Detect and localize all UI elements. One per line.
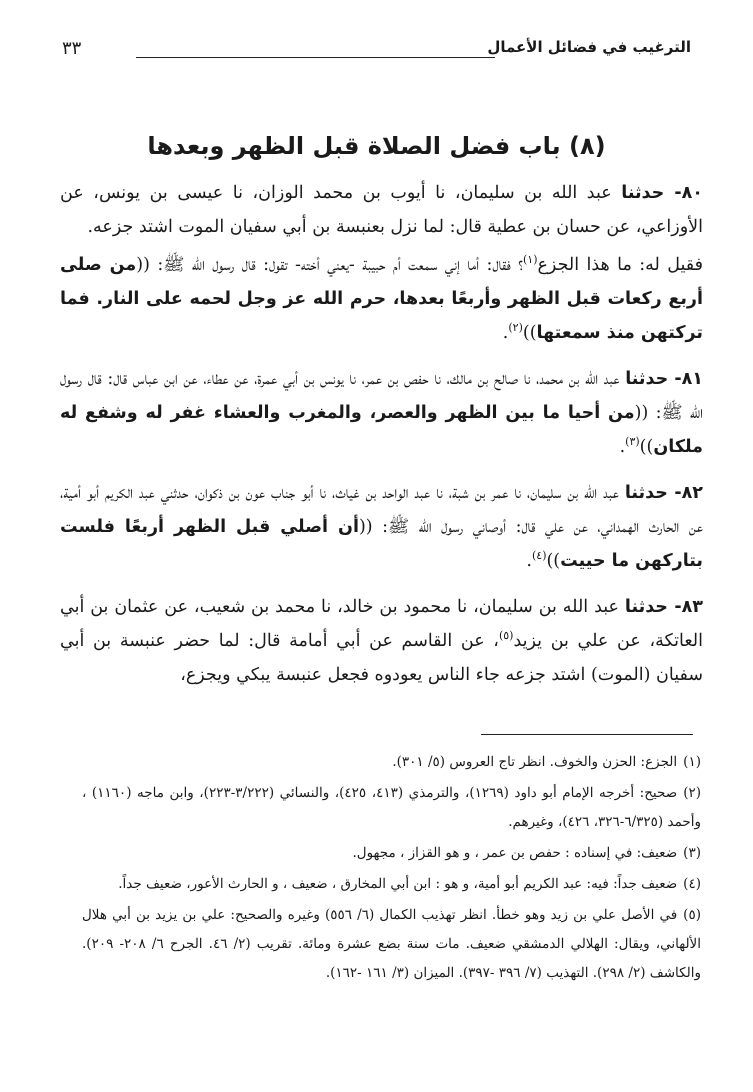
footnote-number: (٣): [683, 845, 701, 861]
paragraph-lead: ٨٣- حدثنا: [624, 597, 703, 617]
hadith-text: من صلى أربع ركعات قبل الظهر وأربعًا بعدها، حرم الله عز وجل لحمه على النار. فما تركتهن منذ سمعتها: [60, 255, 703, 343]
narration-paragraph: [60, 248, 703, 350]
hadith-text: أن أصلي قبل الظهر أربعًا فلست بتاركهن ما حييت: [60, 517, 703, 571]
footnote-text: في الأصل علي بن زيد وهو خطأ. انظر تهذيب الكمال (٦/ ٥٥٦) وغيره والصحيح: علي بن يزيد بن أبي هلال الألهاني، ويقال: الهلالي الدمشقي ضعيف. مات سنة بضع عشرة ومائة. تقريب (٢/ ٤٦. الجرح ٦/ ٢٠٨- ٢٠٩). والكاشف (٢/ ٢٩٨). التهذيب (٧/ ٣٩٦ -٣٩٧). الميزان (٣/ ١٦١ -١٦٢).: [82, 907, 702, 981]
header-rule: [136, 57, 495, 58]
footnote-ref[interactable]: (٢): [508, 321, 523, 335]
hadith-paragraph-81: [60, 362, 703, 464]
quote-close: )): [639, 437, 654, 457]
body-text: [60, 176, 703, 692]
footnote-1: [82, 748, 701, 777]
footnote-4: [82, 870, 701, 899]
footnote-separator: [481, 734, 693, 735]
chapter-title: (٨) باب فضل الصلاة قبل الظهر وبعدها: [147, 132, 606, 160]
paragraph-text: فقيل له: ما هذا الجزع: [537, 255, 704, 275]
quote-close: )): [546, 551, 561, 571]
footnote-number: (١): [683, 754, 701, 770]
paragraph-end: .: [619, 437, 626, 457]
page-number: ٣٣: [62, 38, 82, 59]
footnotes: [82, 748, 701, 990]
paragraph-text: عبد الله بن محمد، نا صالح بن مالك، نا حفص بن عمر، نا يونس بن أبي عمرة، عن عطاء، عن ابن عباس قال: قال رسول الله ﷺ: ((: [60, 369, 703, 423]
footnote-5: [82, 901, 701, 988]
hadith-paragraph-80: [60, 176, 703, 244]
paragraph-lead: ٨٢- حدثنا: [624, 483, 703, 503]
paragraph-lead: ٨٠- حدثنا: [621, 183, 703, 203]
footnote-text: الجزع: الحزن والخوف. انظر تاج العروس (٥/ ٣٠١).: [392, 754, 678, 770]
paragraph-lead: ٨١- حدثنا: [625, 369, 703, 389]
paragraph-end: .: [526, 551, 532, 571]
footnote-text: صحيح: أخرجه الإمام أبو داود (١٢٦٩)، والترمذي (٤١٣، ٤٢٥)، والنسائي (٣/٢٢٢-٢٢٣)، وابن ماجه (١١٦٠) ، وأحمد (٦/٣٢٥-٣٢٦، ٤٢٦)، وغيرهم.: [82, 785, 701, 830]
paragraph-text: ؟ فقال: أما إني سمعت أم حبيبة -يعني أخته- تقول: قال رسول الله ﷺ: ((: [136, 255, 523, 275]
paragraph-text: ، عن القاسم عن أبي أمامة قال: لما حضر عنبسة بن أبي سفيان (الموت) اشتد جزعه جاء الناس يعودوه فجعل عنبسة يبكي ويجزع،: [60, 631, 703, 685]
footnote-ref[interactable]: (٤): [531, 549, 547, 563]
footnote-ref[interactable]: (١): [522, 253, 538, 267]
footnote-number: (٤): [683, 876, 701, 892]
footnote-ref[interactable]: (٣): [625, 435, 640, 449]
paragraph-text: عبد الله بن سليمان، نا أيوب بن محمد الوزان، نا عيسى بن يونس، عن الأوزاعي، عن حسان بن عطية قال: لما نزل بعنبسة بن أبي سفيان الموت اشتد جزعه.: [60, 183, 703, 237]
footnote-number: (٢): [683, 785, 702, 801]
paragraph-text: عبد الله بن سليمان، نا محمود بن خالد، نا محمد بن شعيب، عن عثمان بن أبي العاتكة، عن علي بن يزيد: [60, 597, 703, 651]
footnote-number: (٥): [683, 907, 701, 923]
hadith-paragraph-82: [60, 476, 703, 578]
paragraph-text: عبد الله بن سليمان، نا عمر بن شبة، نا عبد الواحد بن غياث، نا أبو جناب عون بن ذكوان، حدثني عبد الكريم أبو أمية، عن الحارث الهمداني، عن علي قال: أوصاني رسول الله ﷺ: ((: [60, 483, 703, 537]
footnote-2: [82, 779, 701, 837]
quote-close: )): [522, 323, 537, 343]
paragraph-end: .: [502, 323, 509, 343]
footnote-text: ضعيف جداً: فيه: عبد الكريم أبو أمية، و هو : ابن أبي المخارق ، ضعيف ، و الحارث الأعور، ضعيف جداً.: [118, 876, 678, 892]
hadith-paragraph-83: [60, 590, 703, 692]
footnote-3: [82, 839, 701, 868]
running-header: [62, 36, 691, 66]
running-head-title: الترغيب في فضائل الأعمال: [487, 38, 691, 56]
hadith-text: من أحيا ما بين الظهر والعصر، والمغرب والعشاء غفر له وشفع له ملكان: [60, 403, 703, 457]
footnote-text: ضعيف: في إسناده : حفص بن عمر ، و هو القزاز ، مجهول.: [352, 845, 678, 861]
footnote-ref[interactable]: (٥): [498, 629, 514, 643]
